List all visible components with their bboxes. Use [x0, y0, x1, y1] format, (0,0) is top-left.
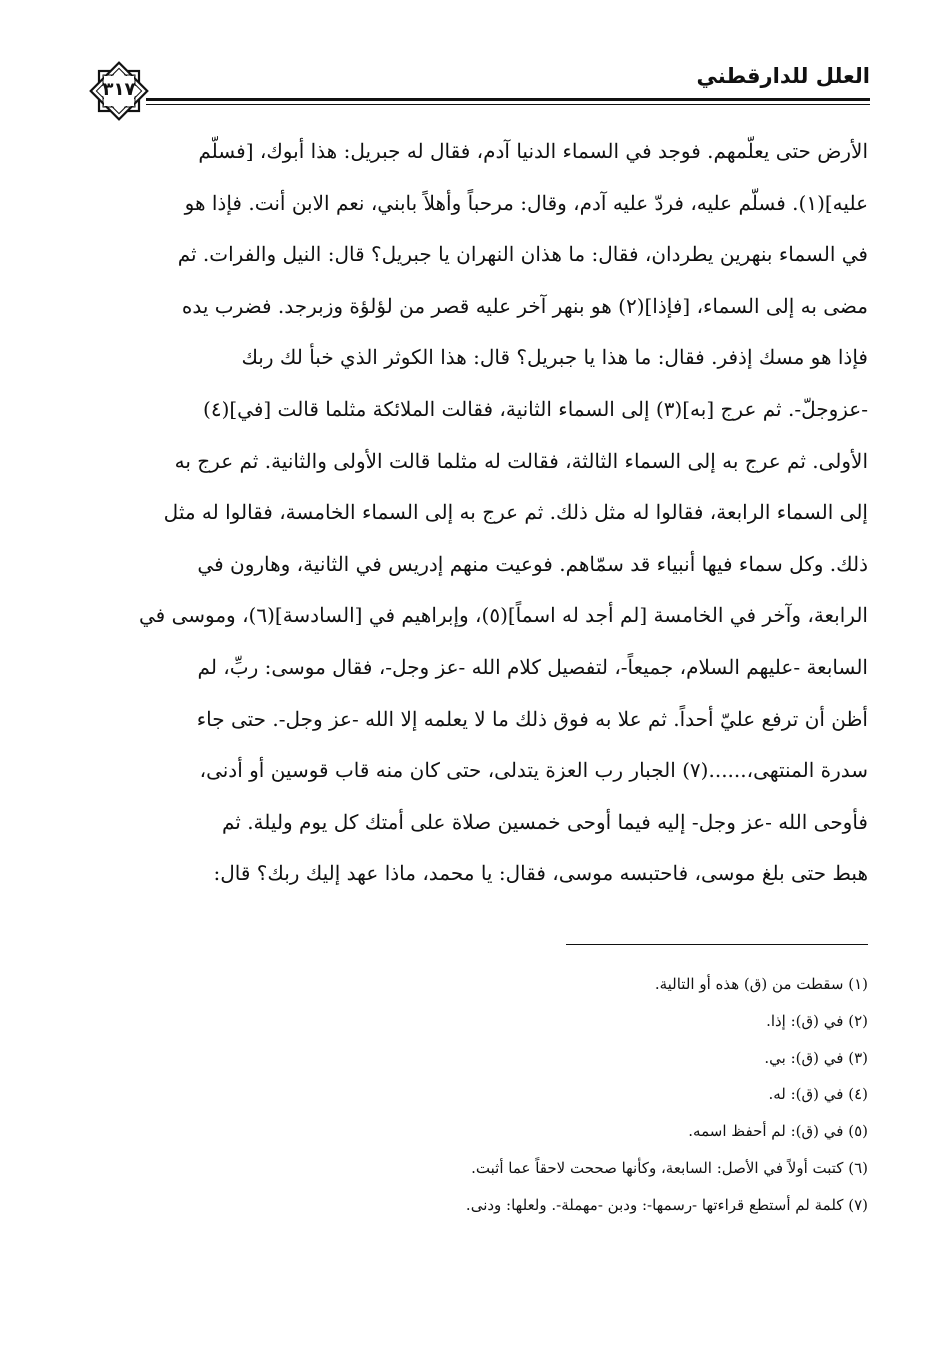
footnote-item: (٥) في (ق): لم أحفظ اسمه. [688, 1122, 868, 1141]
text-line: الرابعة، وآخر في الخامسة [لم أجد له اسماً](٥)، وإبراهيم في [السادسة](٦)، وموسى في [139, 603, 868, 628]
text-line: إلى السماء الرابعة، فقالوا له مثل ذلك. ثم عرج به إلى السماء الخامسة، فقالوا له مثل [163, 500, 868, 525]
text-line: سدرة المنتهى،......(٧) الجبار رب العزة يتدلى، حتى كان منه قاب قوسين أو أدنى، [199, 758, 868, 783]
header-rule-thin [146, 104, 870, 105]
text-line: ذلك. وكل سماء فيها أنبياء قد سمّاهم. فوعيت منهم إدريس في الثانية، وهارون في [197, 551, 868, 576]
footnote-item: (١) سقطت من (ق) هذه أو التالية. [654, 975, 868, 993]
page-number-badge [88, 60, 150, 122]
text-line: فإذا هو مسك إذفر. فقال: ما هذا يا جبريل؟ قال: هذا الكوثر الذي خبأ لك ربك [241, 345, 868, 370]
footnote-separator [566, 944, 868, 945]
text-line: السابعة -عليهم السلام، جميعاً-، لتفصيل كلام الله -عز وجل-، فقال موسى: ربِّ، لم [197, 654, 868, 679]
footnote-item: (٦) كتبت أولاً في الأصل: السابعة، وكأنها صححت لاحقاً عما أثبت. [471, 1158, 868, 1177]
text-line: فأوحى الله -عز وجل- إليه فيما أوحى خمسين صلاة على أمتك كل يوم وليلة. ثم [221, 809, 868, 834]
footnote-item: (٤) في (ق): له. [768, 1085, 868, 1104]
footnote-item: (٢) في (ق): إذا. [766, 1011, 868, 1030]
text-line: مضى به إلى السماء، [فإذا](٢) هو بنهر آخر عليه قصر من لؤلؤة وزبرجد. فضرب يده [181, 293, 868, 318]
footnote-item: (٧) كلمة لم أستطع قراءتها -رسمها-: ودبن -مهملة-. ولعلها: ودنى. [465, 1195, 868, 1214]
main-text [58, 126, 868, 900]
book-title: العلل للدارقطني [696, 64, 870, 88]
text-line: عليه](١). فسلّم عليه، فردّ عليه آدم، وقال: مرحباً وأهلاً بابني، نعم الابن أنت. فإذا هو [184, 190, 868, 215]
text-line: -عزوجلّ-. ثم عرج [به](٣) إلى السماء الثانية، فقالت الملائكة مثلما قالت [في](٤) [203, 396, 868, 421]
page-number: ٣١٧ [102, 79, 136, 100]
text-line: أظن أن ترفع عليّ أحداً. ثم علا به فوق ذلك ما لا يعلمه إلا الله -عز وجل-. حتى جاء [196, 706, 868, 731]
text-line: الأرض حتى يعلّمهم. فوجد في السماء الدنيا آدم، فقال له جبريل: هذا أبوك، [فسلّم [198, 139, 868, 163]
page-header [88, 52, 870, 122]
footnote-item: (٣) في (ق): بي. [764, 1048, 868, 1067]
text-line: في السماء بنهرين يطردان، فقال: ما هذان النهران يا جبريل؟ قال: النيل والفرات. ثم [177, 242, 868, 267]
header-rule-thick [146, 98, 870, 101]
text-line: هبط حتى بلغ موسى، فاحتبسه موسى، فقال: يا محمد، ماذا عهد إليك ربك؟ قال: [213, 861, 868, 886]
text-line: الأولى. ثم عرج به إلى السماء الثالثة، فقالت له مثلما قالت الأولى والثانية. ثم عرج به [174, 448, 868, 473]
footnotes [88, 966, 868, 1224]
